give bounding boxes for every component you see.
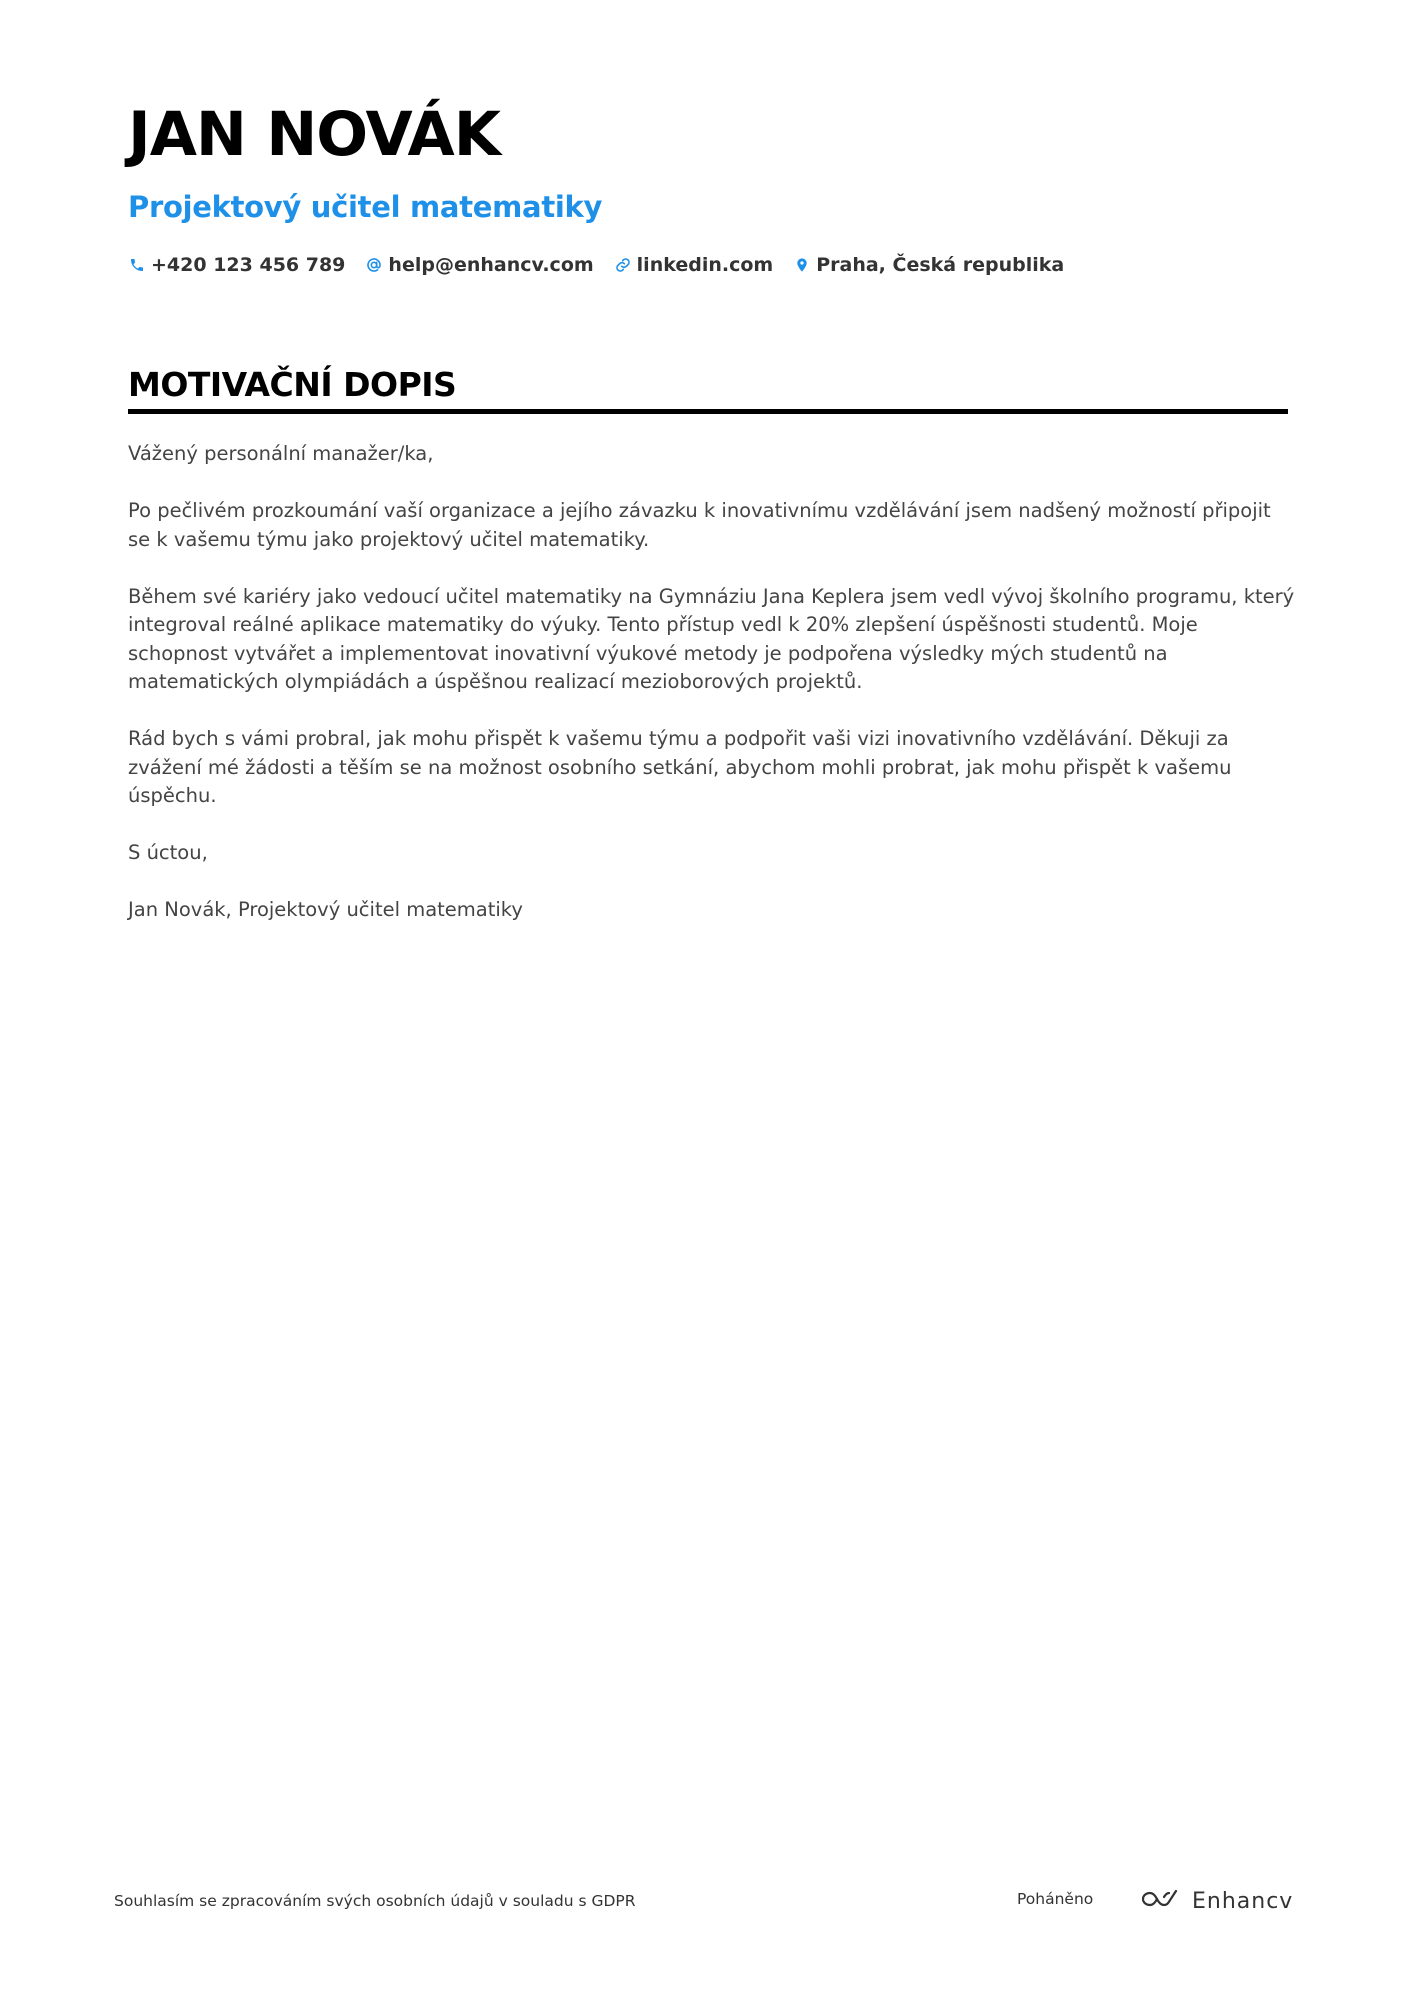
contact-phone: [128, 254, 345, 276]
location-pin-icon: [793, 256, 811, 274]
section-divider: [128, 409, 1288, 414]
letter-paragraph: Během své kariéry jako vedoucí učitel matematiky na Gymnáziu Jana Keplera jsem vedl vývoj školního programu, který integroval reálné aplikace matematiky do výuky. Tento přístup vedl k 20% zlepšení úspěšnosti studentů. Moje schopnost vytvářet a implementovat inovativní výukové metody je podpořena výsledky mých studentů na matematických olympiádách a úspěšnou realizací mezioborových projektů.: [128, 584, 1295, 693]
enhancv-brand-link[interactable]: [1136, 1886, 1293, 1917]
contact-linkedin[interactable]: [614, 254, 774, 276]
letter-closing: S úctou,: [128, 841, 208, 864]
letter-paragraph: Rád bych s vámi probral, jak mohu přispět k vašemu týmu a podpořit vaši vizi inovativního vzdělávání. Děkuji za zvážení mé žádosti a těším se na možnost osobního setkání, abychom mohli probrat, jak mohu přispět k vašemu úspěchu.: [128, 727, 1232, 807]
contact-email-text: help@enhancv.com: [388, 254, 594, 276]
letter-body: [128, 440, 1298, 953]
job-title: Projektový učitel matematiky: [128, 190, 603, 224]
enhancv-brand-name: Enhancv: [1192, 1889, 1294, 1914]
powered-by-label: Poháněno: [1017, 1890, 1094, 1908]
contact-location: [793, 254, 1064, 276]
applicant-name: JAN NOVÁK: [128, 99, 501, 170]
contact-bar: [128, 254, 1084, 276]
letter-salutation: Vážený personální manažer/ka,: [128, 442, 434, 465]
letter-paragraph: Po pečlivém prozkoumání vaší organizace a jejího závazku k inovativnímu vzdělávání jsem nadšený možností připojit se k vašemu týmu jako projektový učitel matematiky.: [128, 499, 1271, 551]
contact-email[interactable]: [365, 254, 593, 276]
section-title: MOTIVAČNÍ DOPIS: [128, 365, 457, 404]
letter-signature: Jan Novák, Projektový učitel matematiky: [128, 898, 523, 921]
phone-icon: [128, 256, 146, 274]
contact-location-text: Praha, Česká republika: [816, 254, 1065, 276]
contact-phone-text: +420 123 456 789: [151, 254, 346, 276]
at-icon: [365, 256, 383, 274]
gdpr-consent-text: Souhlasím se zpracováním svých osobních údajů v souladu s GDPR: [114, 1892, 636, 1910]
link-icon: [614, 256, 632, 274]
enhancv-logo-icon: [1136, 1886, 1184, 1917]
contact-linkedin-text: linkedin.com: [636, 254, 774, 276]
